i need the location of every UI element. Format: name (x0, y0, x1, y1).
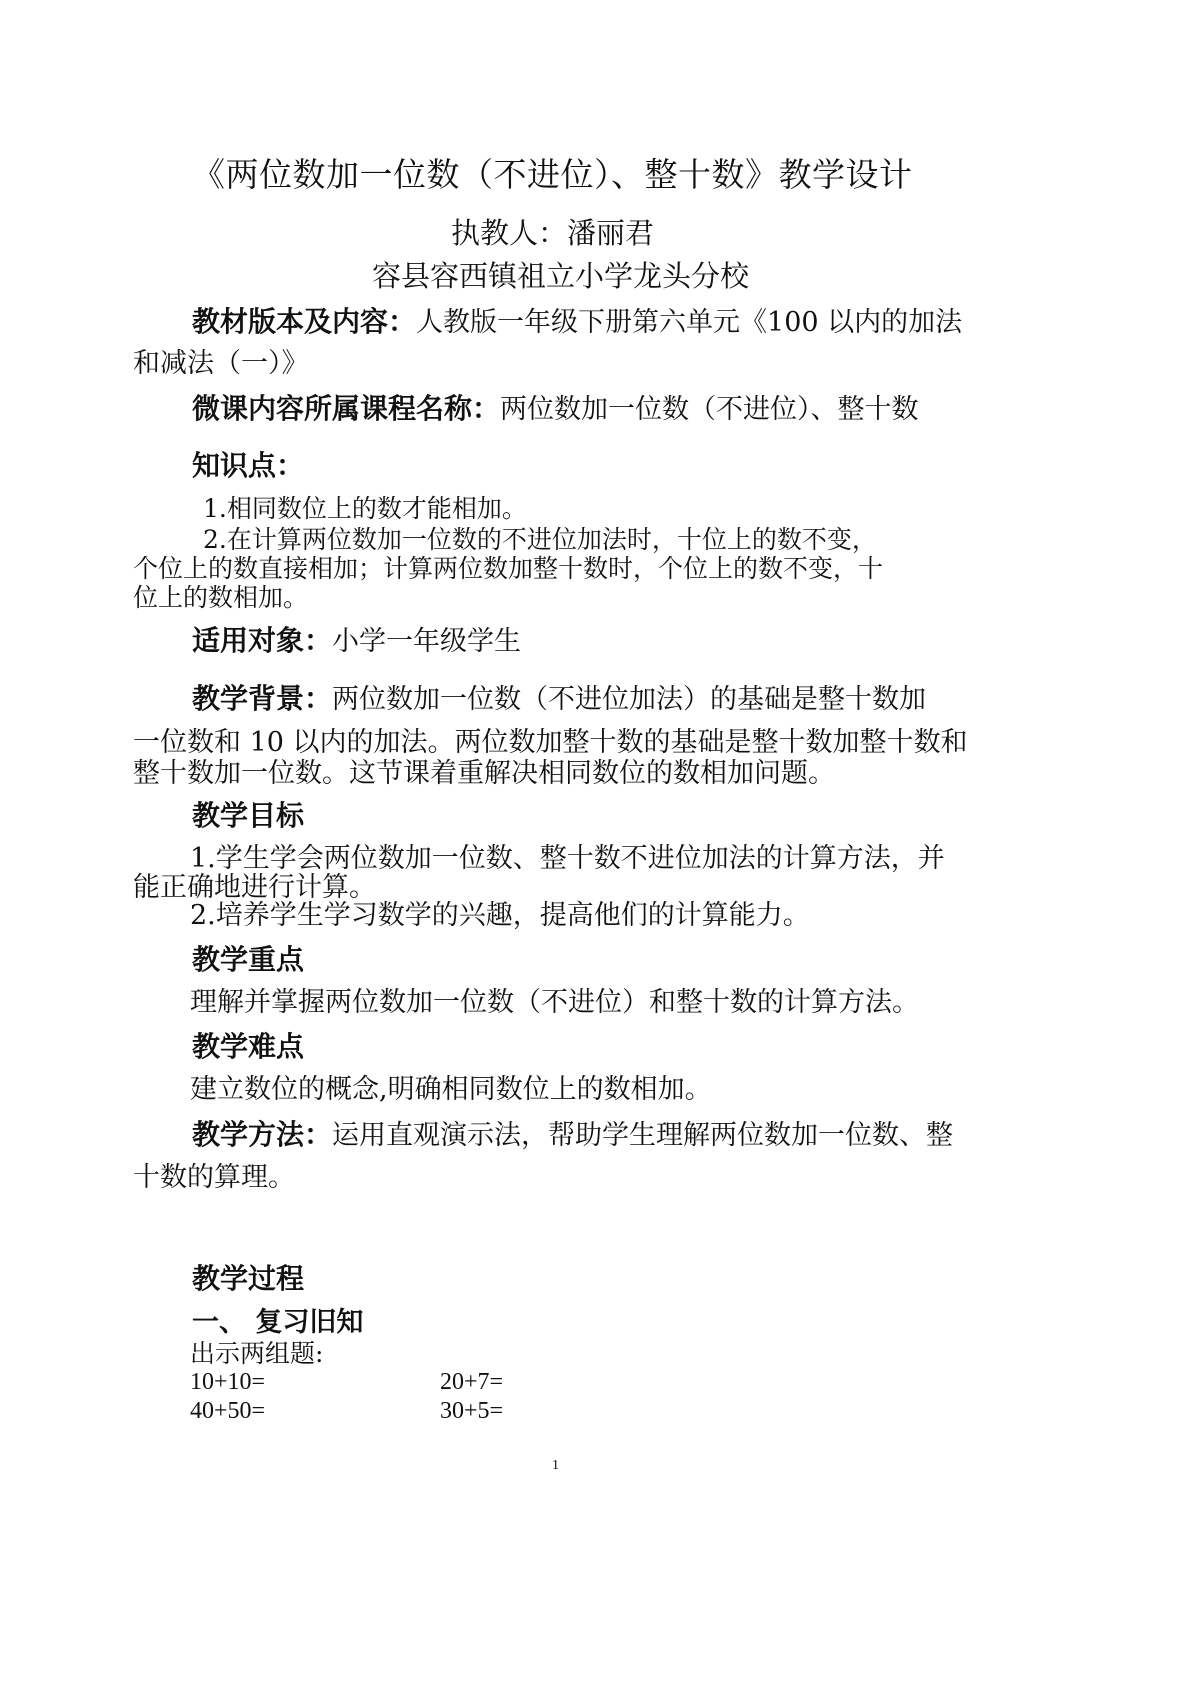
goals-heading: 教学目标 (192, 799, 305, 832)
course-label: 微课内容所属课程名称： (192, 392, 501, 425)
background-paragraph-line-2: 一位数和 10 以内的加法。两位数加整十数的基础是整十数加整十数和 (133, 727, 968, 758)
key-heading: 教学重点 (192, 943, 305, 976)
background-paragraph-line-1 (192, 682, 927, 715)
difficulty-heading: 教学难点 (192, 1030, 305, 1063)
material-paragraph-line-1 (192, 305, 963, 338)
background-text: 两位数加一位数（不进位加法）的基础是整十数加 (332, 684, 927, 715)
material-paragraph-line-2: 和减法（一）》 (133, 348, 309, 379)
knowledge-item-2-line-3: 位上的数相加。 (133, 583, 309, 612)
course-paragraph (192, 392, 919, 425)
problem-row-1-col-2: 20+7= (440, 1369, 504, 1395)
goals-item-1-line-2: 能正确地进行计算。 (133, 872, 376, 903)
key-text: 理解并掌握两位数加一位数（不进位）和整十数的计算方法。 (190, 987, 919, 1018)
problem-row-1-col-1: 10+10= (190, 1369, 266, 1395)
audience-label: 适用对象： (192, 624, 333, 657)
school-name: 容县容西镇祖立小学龙头分校 (372, 259, 750, 293)
knowledge-heading: 知识点： (192, 449, 305, 482)
page-number: 1 (552, 1458, 559, 1473)
problem-row-2-col-2: 30+5= (440, 1398, 504, 1424)
problem-row-2-col-1: 40+50= (190, 1398, 266, 1424)
process-intro: 出示两组题: (190, 1339, 324, 1368)
knowledge-item-2-line-2: 个位上的数直接相加；计算两位数加整十数时，个位上的数不变，十 (133, 554, 884, 583)
teacher-name: 执教人：潘丽君 (451, 216, 655, 250)
document-title: 《两位数加一位数（不进位）、整十数》教学设计 (192, 155, 913, 194)
background-paragraph-line-3: 整十数加一位数。这节课着重解决相同数位的数相加问题。 (133, 758, 835, 789)
process-step-1: 一、 复习旧知 (192, 1307, 364, 1338)
material-label: 教材版本及内容： (192, 305, 417, 338)
audience-text: 小学一年级学生 (332, 626, 522, 657)
material-text: 人教版一年级下册第六单元《100 以内的加法 (416, 307, 963, 338)
method-text: 运用直观演示法，帮助学生理解两位数加一位数、整 (332, 1120, 954, 1151)
method-label: 教学方法： (192, 1118, 333, 1151)
course-text: 两位数加一位数（不进位）、整十数 (500, 394, 919, 425)
process-heading: 教学过程 (192, 1262, 305, 1295)
knowledge-item-2-line-1: 2.在计算两位数加一位数的不进位加法时，十位上的数不变， (203, 525, 877, 554)
knowledge-item-1: 1.相同数位上的数才能相加。 (203, 494, 527, 523)
goals-item-1-line-1: 1.学生学会两位数加一位数、整十数不进位加法的计算方法，并 (190, 843, 945, 874)
method-paragraph-line-1 (192, 1118, 954, 1151)
goals-item-2: 2.培养学生学习数学的兴趣，提高他们的计算能力。 (190, 900, 810, 931)
audience-paragraph (192, 624, 522, 657)
difficulty-text: 建立数位的概念,明确相同数位上的数相加。 (190, 1074, 712, 1105)
background-label: 教学背景： (192, 682, 333, 715)
method-paragraph-line-2: 十数的算理。 (133, 1162, 295, 1193)
